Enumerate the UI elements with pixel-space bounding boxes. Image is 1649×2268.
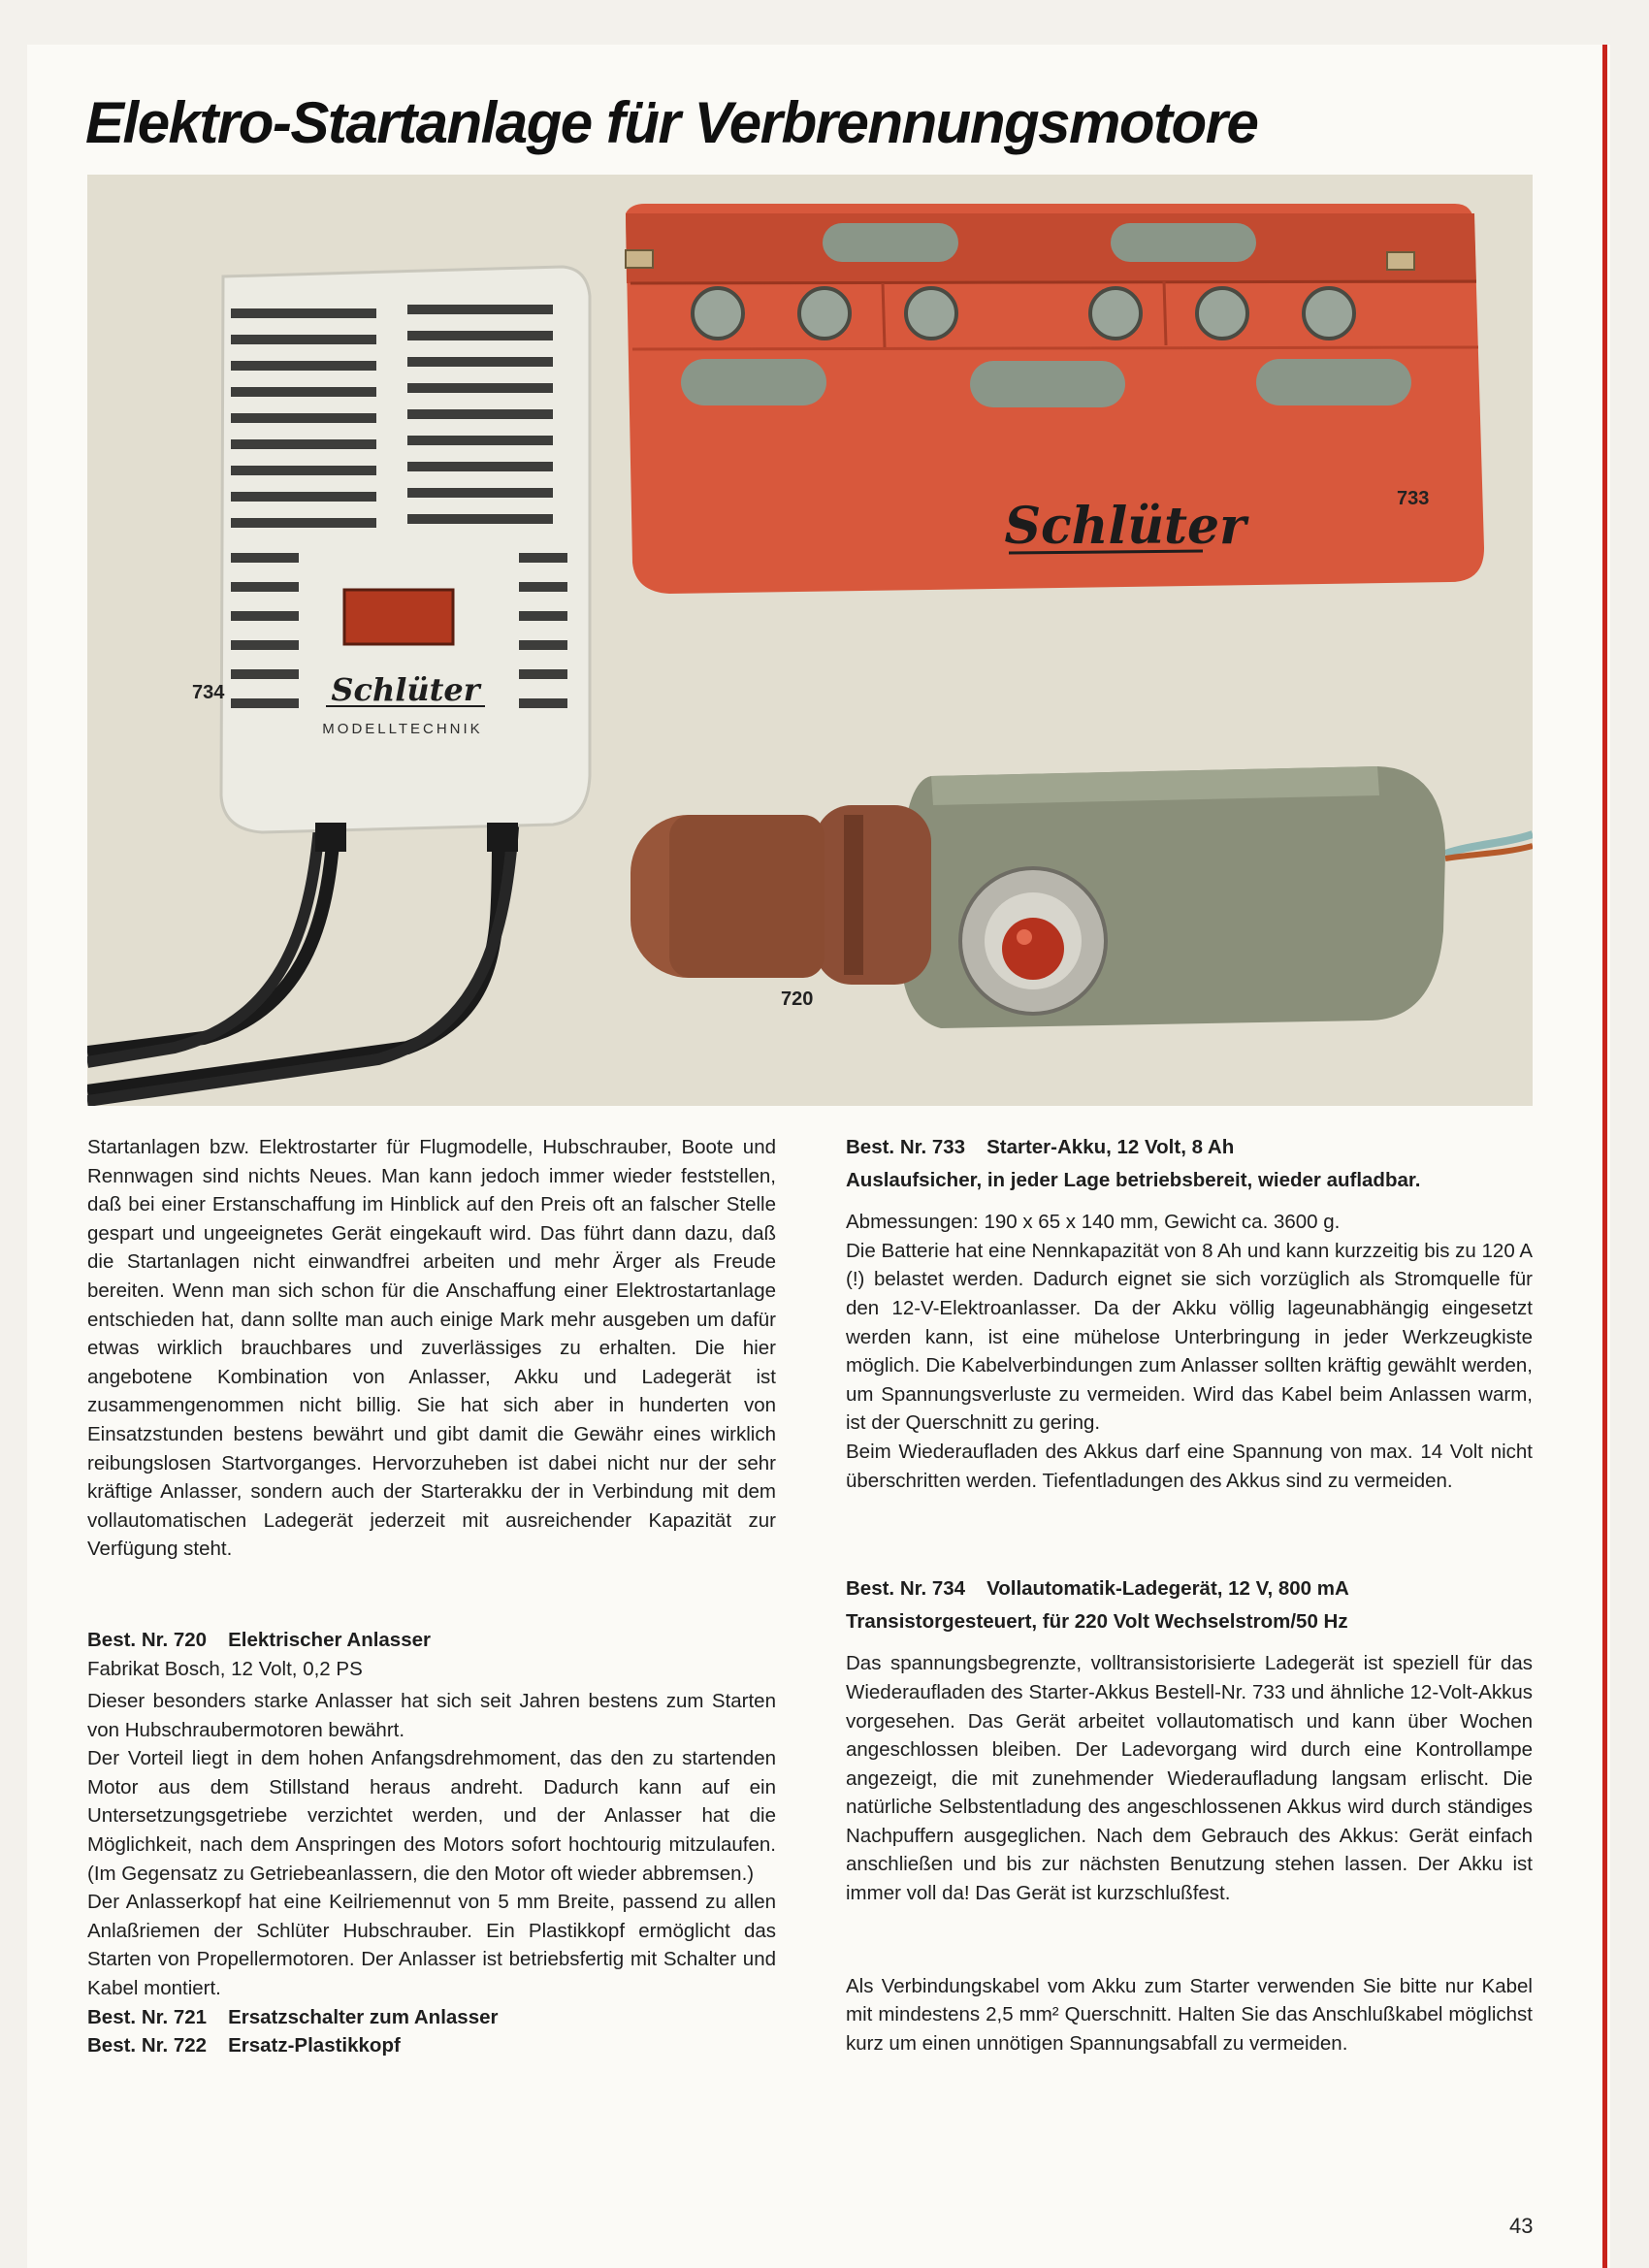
product-733-number: Best. Nr. 733 xyxy=(846,1136,966,1158)
product-722-number: Best. Nr. 722 xyxy=(87,2034,208,2057)
page-edge-rule xyxy=(1602,45,1607,2268)
starter-switch-knob xyxy=(1002,918,1064,980)
product-722-name: Ersatz-Plastikkopf xyxy=(228,2034,401,2057)
product-721-name: Ersatzschalter zum Anlasser xyxy=(228,2005,499,2028)
product-photo xyxy=(87,175,1533,1106)
battery-733 xyxy=(626,204,1484,594)
product-734-subheading: Transistorgesteuert, für 220 Volt Wechselstrom/50 Hz xyxy=(846,1609,1348,1633)
product-720-name: Elektrischer Anlasser xyxy=(228,1628,431,1651)
intro-paragraph: Startanlagen bzw. Elektrostarter für Flugmodelle, Hubschrauber, Boote und Rennwagen sind nichts Neues. Man kann jedoch immer wieder feststellen, daß bei einer Erstanschaffung im Hinblick auf den Preis oft an falscher Stelle gespart und ungeeignetes Gerät eingekauft wird. Das führt dann dazu, daß die Startanlagen nicht einwandfrei arbeiten und mehr Ärger als Freude bereiten. Wenn man sich schon für die Anschaffung einer Elektrostartanlage entschieden hat, dann sollte man auch einige Mark mehr ausgeben um dafür etwas wirklich brauchbares und zuverlässiges zu erhalten. Die hier angebotene Kombination von Anlasser, Akku und Ladegerät ist zusammengenommen nicht billig. Sie hat sich aber in hunderten von Einsatzstunden bestens bewährt und gibt damit die Gewähr eines wirklich reibungslosen Startvorganges. Hervorzuheben ist dabei nicht nur der sehr kräftige Anlasser, sondern auch der Starterakku der in Verbindung mit dem vollautomatischen Ladegerät jederzeit mit ausreichender Kapazität zur Verfügung steht. xyxy=(87,1136,776,1561)
product-illustration xyxy=(87,175,1533,1106)
charger-control-lamp xyxy=(344,590,453,644)
product-733-heading xyxy=(846,1133,1533,1162)
product-733-dimensions: Abmessungen: 190 x 65 x 140 mm, Gewicht ca. 3600 g. xyxy=(846,1211,1341,1234)
product-720-text-3: Der Anlasserkopf hat eine Keilriemennut von 5 mm Breite, passend zu allen Anlaßriemen der Schlüter Hubschrauber. Ein Plastikkopf ermöglicht das Starten von Propellermotoren. Der Anlasser ist betriebsfertig mit Schalter und Kabel montiert. xyxy=(87,1891,776,2000)
product-734-name: Vollautomatik-Ladegerät, 12 V, 800 mA xyxy=(986,1577,1349,1601)
product-733-text-2: Beim Wiederaufladen des Akkus darf eine Spannung von max. 14 Volt nicht überschritten werden. Tiefentladungen des Akkus sind zu vermeiden. xyxy=(846,1440,1533,1492)
right-column xyxy=(846,1133,1533,2057)
product-722-heading xyxy=(87,2031,776,2060)
product-721-number: Best. Nr. 721 xyxy=(87,2005,208,2028)
left-column xyxy=(87,1133,776,2060)
product-733-name: Starter-Akku, 12 Volt, 8 Ah xyxy=(986,1136,1235,1158)
charger-subtitle: MODELLTECHNIK xyxy=(322,721,483,737)
product-734-heading xyxy=(846,1574,1533,1604)
product-720-text-1: Dieser besonders starke Anlasser hat sich seit Jahren bestens zum Starten von Hubschraubermotoren bewährt. xyxy=(87,1690,776,1741)
product-733-subheading: Auslaufsicher, in jeder Lage betriebsbereit, wieder aufladbar. xyxy=(846,1168,1421,1191)
charger-734 xyxy=(221,267,590,852)
cable-note: Als Verbindungskabel vom Akku zum Starter verwenden Sie bitte nur Kabel mit mindestens 2,5 mm² Querschnitt. Halten Sie das Anschlußkabel möglichst kurz um einen unnötigen Spannungsabfall zu vermeiden. xyxy=(846,1974,1533,2055)
photo-label-720: 720 xyxy=(781,988,814,1010)
battery-brand-logo: Schlüter xyxy=(1004,497,1246,556)
photo-label-733: 733 xyxy=(1397,488,1430,509)
product-720-spec: Fabrikat Bosch, 12 Volt, 0,2 PS xyxy=(87,1657,363,1680)
product-720-text-2: Der Vorteil liegt in dem hohen Anfangsdrehmoment, das den zu startenden Motor aus dem Stillstand heraus andreht. Dadurch kann auf ein Untersetzungsgetriebe verzichtet werden, und der Anlasser hat die Möglichkeit, nach dem Anspringen des Motors sofort hochtourig mitzulaufen. (Im Gegensatz zu Getriebeanlassern, die den Motor oft wieder abbremsen.) xyxy=(87,1747,776,1885)
page-number: 43 xyxy=(1509,2214,1534,2238)
product-721-heading xyxy=(87,2003,776,2032)
page-title: Elektro-Startanlage für Verbrennungsmotore xyxy=(85,90,1258,155)
product-733-text-1: Die Batterie hat eine Nennkapazität von 8 Ah und kann kurzzeitig bis zu 120 A (!) belastet werden. Dadurch eignet sie sich vorzüglich als Stromquelle für den 12-V-Elektroanlasser. Da der Akku völlig lageunabhängig eingesetzt werden kann, ist eine mühelose Unterbringung in jeder Werkzeugkiste möglich. Die Kabelverbindungen zum Anlasser sollten kräftig gewählt werden, um Spannungsverluste zu vermeiden. Wird das Kabel beim Anlassen warm, ist der Querschnitt zu gering. xyxy=(846,1239,1533,1435)
product-734-text-1: Das spannungsbegrenzte, volltransistorisierte Ladegerät ist speziell für das Wiederaufladen des Starter-Akkus Bestell-Nr. 733 und ähnliche 12-Volt-Akkus vorgesehen. Das Gerät arbeitet vollautomatisch und kann über Wochen angeschlossen bleiben. Der Ladevorgang wird durch eine Kontrollampe angezeigt, die mit zunehmender Wiederaufladung langsam erlischt. Die natürliche Selbstentladung des angeschlossenen Akkus wird durch ständiges Nachpuffern ausgeglichen. Nach dem Gebrauch des Akkus: Gerät einfach anschließen und bis zur nächsten Benutzung stehen lassen. Der Akku ist immer voll da! Das Gerät ist kurzschlußfest. xyxy=(846,1652,1533,1905)
charger-brand-logo: Schlüter xyxy=(331,671,480,708)
photo-label-734: 734 xyxy=(192,682,225,703)
product-720-number: Best. Nr. 720 xyxy=(87,1628,208,1651)
product-734-number: Best. Nr. 734 xyxy=(846,1577,966,1601)
product-720-heading xyxy=(87,1626,776,1655)
